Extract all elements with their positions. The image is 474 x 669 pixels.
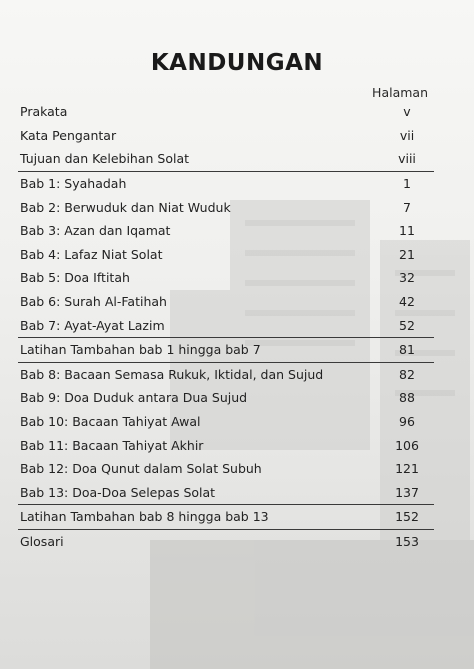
toc-entry-label: Bab 5: Doa Iftitah [20, 270, 130, 286]
toc-entry-label: Bab 9: Doa Duduk antara Dua Sujud [20, 390, 248, 406]
page-title: KANDUNGAN [150, 50, 324, 76]
toc-entry-label: Bab 1: Syahadah [20, 176, 127, 192]
toc-entry [18, 100, 434, 124]
toc-entry [18, 124, 434, 148]
toc-entry [18, 171, 434, 196]
toc-entry-page: 121 [395, 461, 419, 477]
toc-entry-page: 1 [403, 176, 411, 192]
toc-entry-label: Bab 8: Bacaan Semasa Rukuk, Iktidal, dan Sujud [20, 366, 324, 382]
toc-entry-label: Prakata [20, 104, 68, 120]
toc-entry [18, 362, 434, 387]
toc-entry [18, 219, 434, 243]
toc-entry-label: Kata Pengantar [20, 127, 117, 143]
toc-entry-page: 106 [395, 437, 419, 453]
toc-entry-label: Bab 6: Surah Al-Fatihah [20, 294, 167, 310]
toc-entry-label: Bab 13: Doa-Doa Selepas Solat [20, 484, 216, 500]
toc-entry-label: Glosari [20, 533, 64, 549]
toc-entry-page: 42 [399, 294, 415, 310]
toc-entry-page: 152 [395, 509, 419, 525]
toc-entry-page: 32 [399, 270, 415, 286]
toc-entry-page: 153 [395, 533, 419, 549]
toc-entry-page: 52 [399, 317, 415, 333]
toc-entry [18, 195, 434, 219]
toc-entry-page: 21 [399, 246, 415, 262]
toc-entry-label: Latihan Tambahan bab 1 hingga bab 7 [20, 342, 261, 358]
toc-entry [18, 457, 434, 481]
toc-entry [18, 529, 434, 554]
toc-entry-page: 7 [403, 199, 411, 215]
toc-entry [18, 433, 434, 457]
toc-entry-page: 81 [399, 342, 415, 358]
toc-entry [18, 290, 434, 314]
toc-entry [18, 147, 434, 171]
toc-entry-label: Bab 2: Berwuduk dan Niat Wuduk [20, 199, 231, 215]
toc-entry-label: Bab 11: Bacaan Tahiyat Akhir [20, 437, 204, 453]
toc-entry [18, 243, 434, 267]
toc-entry [18, 410, 434, 434]
toc-entry [18, 386, 434, 410]
toc-entry [18, 504, 434, 529]
toc-entry [18, 337, 434, 362]
toc-entry-label: Bab 12: Doa Qunut dalam Solat Subuh [20, 461, 262, 477]
toc-entry [18, 266, 434, 290]
table-of-contents [18, 100, 434, 553]
toc-entry-label: Bab 3: Azan dan Iqamat [20, 223, 171, 239]
toc-entry [18, 313, 434, 337]
toc-entry-page: vii [399, 127, 415, 143]
toc-entry-page: 96 [399, 414, 415, 430]
toc-entry [18, 481, 434, 505]
toc-entry-page: viii [398, 151, 416, 167]
toc-entry-page: 82 [399, 366, 415, 382]
toc-entry-label: Bab 4: Lafaz Niat Solat [20, 246, 163, 262]
toc-entry-label: Tujuan dan Kelebihan Solat [20, 151, 190, 167]
toc-entry-page: 11 [399, 223, 415, 239]
toc-entry-page: v [403, 104, 411, 120]
page-column-header: Halaman [372, 85, 428, 100]
toc-entry-page: 137 [395, 484, 419, 500]
toc-entry-label: Bab 7: Ayat-Ayat Lazim [20, 317, 165, 333]
toc-entry-label: Latihan Tambahan bab 8 hingga bab 13 [20, 509, 269, 525]
toc-entry-page: 88 [399, 390, 415, 406]
toc-entry-label: Bab 10: Bacaan Tahiyat Awal [20, 414, 201, 430]
